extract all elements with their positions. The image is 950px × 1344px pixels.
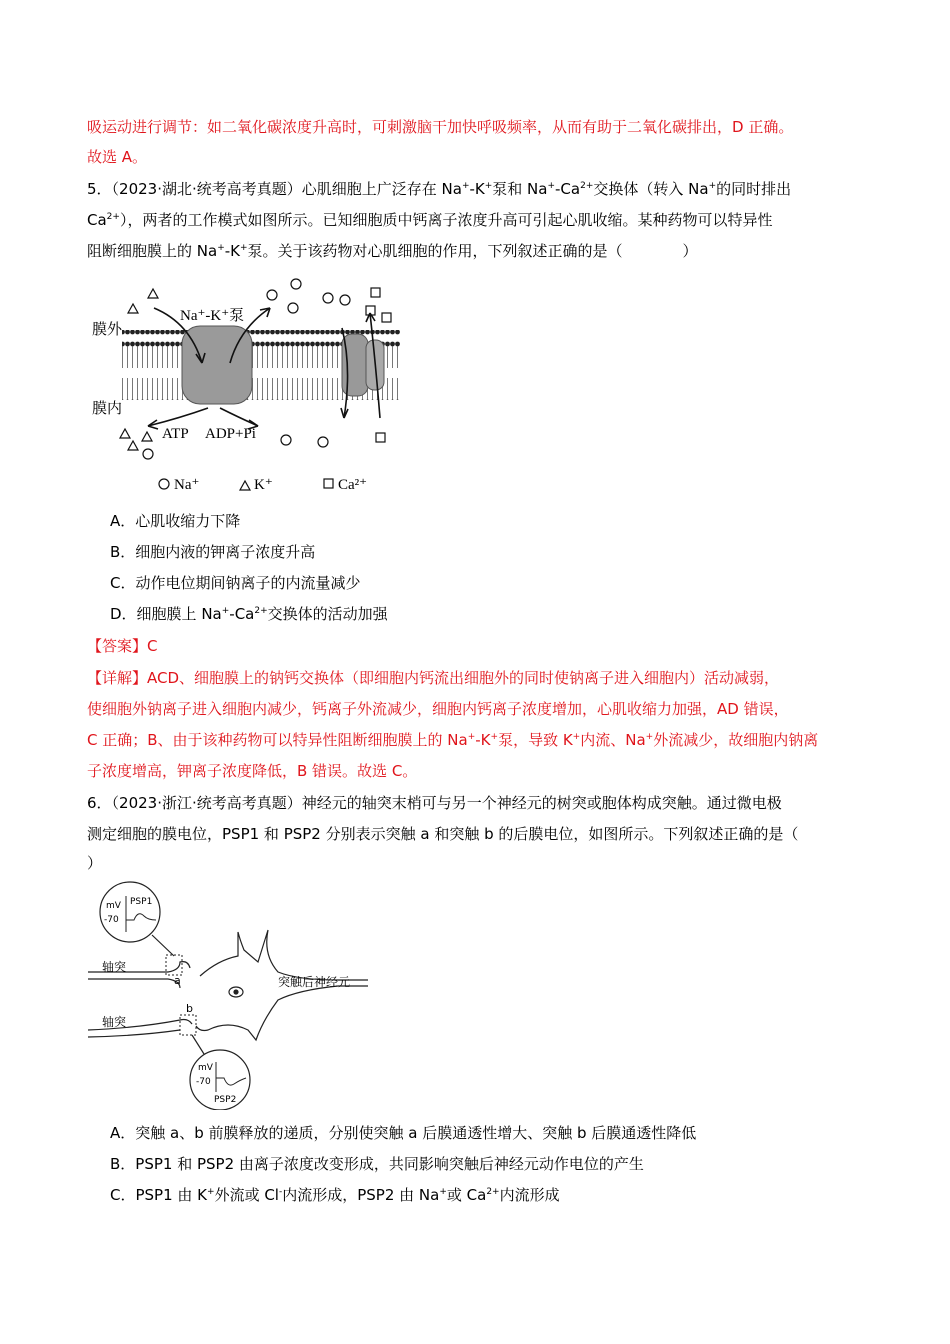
- q6-option-c[interactable]: C．PSP1 由 K+外流或 Cl-内流形成，PSP2 由 Na+或 $Ca^{2+}$内流形成: [110, 1186, 560, 1204]
- psp1-inset: [100, 882, 174, 956]
- pump-label: Na⁺-K⁺泵: [180, 308, 245, 324]
- psp1-mv: mV: [106, 901, 121, 911]
- q6-option-b[interactable]: B．PSP1 和 PSP2 由离子浓度改变形成，共同影响突触后神经元动作电位的产生: [110, 1155, 644, 1173]
- prev-explanation-line-2: 故选 A。: [87, 148, 148, 166]
- psp2-label: PSP2: [214, 1095, 237, 1105]
- q6-stem-line-2: 测定细胞的膜电位，PSP1 和 PSP2 分别表示突触 a 和突触 b 的后膜电位，如图所示。下列叙述正确的是（: [87, 825, 799, 843]
- legend-na: Na⁺: [174, 477, 200, 493]
- psp1-label: PSP1: [130, 897, 153, 907]
- q5-option-a[interactable]: A．心肌收缩力下降: [110, 512, 241, 530]
- q6-option-a[interactable]: A．突触 a、b 前膜释放的递质，分别使突触 a 后膜通透性增大、突触 b 后膜通透性降低: [110, 1124, 697, 1142]
- q5-stem-line-2: $Ca^{2+}$），两者的工作模式如图所示。已知细胞质中钙离子浓度升高可引起心肌收缩。某种药物可以特异性: [87, 211, 773, 229]
- membrane-transport-figure: [90, 268, 410, 500]
- figure-legend: [159, 477, 367, 493]
- psp2-value: -70: [196, 1077, 211, 1087]
- q5-detail-line-1: 【详解】ACD、细胞膜上的钠钙交换体（即细胞内钙流出细胞外的同时使钠离子进入细胞内）活动减弱，: [87, 669, 780, 687]
- q5-detail-line-2: 使细胞外钠离子进入细胞内减少，钙离子外流减少，细胞内钙离子浓度增加，心肌收缩力加强，AD 错误，: [87, 700, 789, 718]
- legend-ca: Ca²⁺: [338, 477, 368, 493]
- synapse-b-label: b: [186, 1002, 193, 1015]
- psp2-inset: [190, 1035, 250, 1110]
- synapse-a-label: a: [174, 974, 181, 987]
- synapse-figure: [88, 880, 368, 1110]
- q5-option-b[interactable]: B．细胞内液的钾离子浓度升高: [110, 543, 316, 561]
- psp1-value: -70: [104, 915, 119, 925]
- q5-option-d[interactable]: D．细胞膜上 $Na^+-Ca^{2+}$交换体的活动加强: [110, 605, 388, 623]
- inside-label: 膜内: [92, 401, 123, 417]
- q6-stem-line-1: 6．（2023·浙江·统考高考真题）神经元的轴突末梢可与另一个神经元的树突或胞体构成突触。通过微电极: [87, 794, 782, 812]
- q5-option-c[interactable]: C．动作电位期间钠离子的内流量减少: [110, 574, 361, 592]
- psp2-mv: mV: [198, 1063, 213, 1073]
- q5-detail-line-4: 子浓度增高，钾离子浓度降低，B 错误。故选 C。: [87, 762, 418, 780]
- legend-k: K⁺: [254, 477, 273, 493]
- postsynaptic-label: 突触后神经元: [278, 975, 351, 989]
- prev-explanation-line-1: 吸运动进行调节：如二氧化碳浓度升高时，可刺激脑干加快呼吸频率，从而有助于二氧化碳排出，D 正确。: [87, 118, 794, 136]
- q5-stem-line-1: 5．（2023·湖北·统考高考真题）心肌细胞上广泛存在 Na+-K+泵和 $Na^+-Ca^{2+}$交换体（转入 Na+的同时排出: [87, 180, 792, 198]
- q5-stem-line-3: 阻断细胞膜上的 Na+-K+泵。关于该药物对心肌细胞的作用，下列叙述正确的是（ ）: [87, 242, 698, 260]
- atp-label: ATP: [162, 426, 189, 442]
- q5-detail-line-3: C 正确；B、由于该种药物可以特异性阻断细胞膜上的 Na+-K+泵，导致 K+内流、Na+外流减少，故细胞内钠离: [87, 731, 819, 749]
- axon-label-2: 轴突: [102, 1015, 127, 1029]
- synapse-b-box: [180, 1015, 196, 1035]
- axon-label-1: 轴突: [102, 960, 127, 974]
- q6-stem-line-3: ）: [87, 854, 103, 872]
- outside-label: 膜外: [92, 322, 123, 338]
- q5-answer: 【答案】C: [87, 637, 158, 655]
- adp-label: ADP+Pi: [205, 426, 256, 442]
